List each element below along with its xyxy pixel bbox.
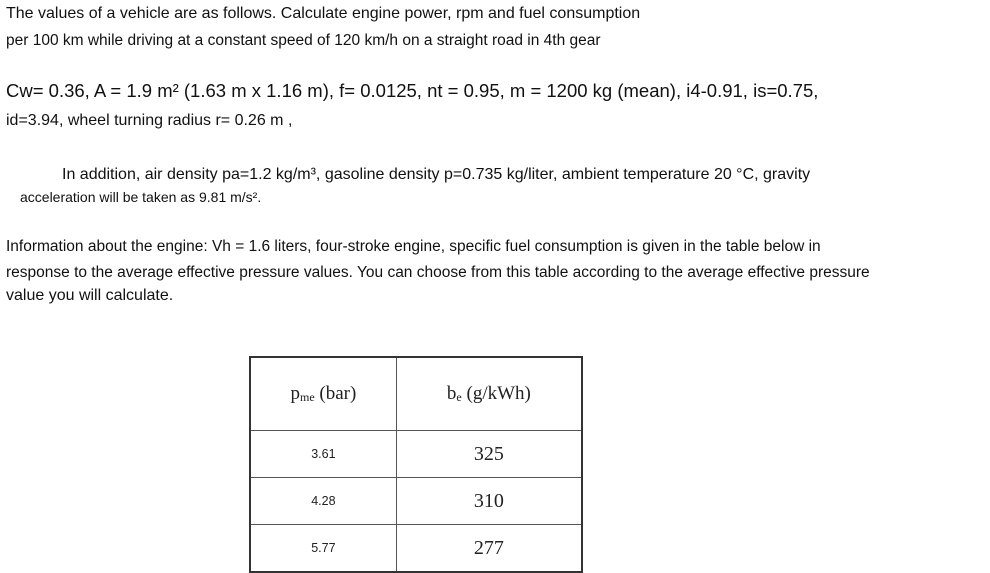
- table-row: [250, 525, 582, 573]
- pme-cell: 5.77: [250, 525, 396, 573]
- header-pme-unit: (bar): [314, 383, 357, 404]
- header-pme-subscript: me: [299, 390, 315, 404]
- header-be-subscript: e: [456, 390, 462, 404]
- be-cell: 310: [396, 478, 582, 525]
- vehicle-params-line-1: Cw= 0.36, A = 1.9 m² (1.63 m x 1.16 m), f= 0.0125, nt = 0.95, m = 1200 kg (mean), i4-0.91, is=0.75,: [6, 80, 819, 101]
- table-row: [250, 478, 582, 525]
- pme-cell: 4.28: [250, 478, 396, 525]
- be-cell: 325: [396, 431, 582, 478]
- pme-cell: 3.61: [250, 431, 396, 478]
- be-cell: 277: [396, 525, 582, 573]
- engine-info-line-1: Information about the engine: Vh = 1.6 liters, four-stroke engine, specific fuel consumption is given in the table below in: [6, 238, 821, 255]
- environment-line-1: In addition, air density pa=1.2 kg/m³, gasoline density p=0.735 kg/liter, ambient temperature 20 °C, gravity: [62, 166, 811, 183]
- problem-title-line-1: The values of a vehicle are as follows. Calculate engine power, rpm and fuel consumption: [6, 5, 641, 22]
- header-pme: [250, 357, 396, 431]
- header-be-symbol: b: [446, 383, 457, 404]
- problem-title-line-2: per 100 km while driving at a constant speed of 120 km/h on a straight road in 4th gear: [6, 32, 601, 49]
- vehicle-params-line-2: id=3.94, wheel turning radius r= 0.26 m ,: [6, 112, 293, 129]
- environment-line-2: acceleration will be taken as 9.81 m/s².: [20, 189, 262, 205]
- engine-info-line-2: response to the average effective pressure values. You can choose from this table according to the average effective pressure: [6, 264, 870, 281]
- header-be-unit: (g/kWh): [461, 383, 531, 404]
- header-be: [396, 357, 582, 431]
- header-pme-symbol: p: [290, 383, 300, 404]
- table-header-row: [250, 357, 582, 431]
- fuel-consumption-table: [249, 356, 583, 573]
- engine-info-line-3: value you will calculate.: [6, 287, 174, 304]
- table-row: [250, 431, 582, 478]
